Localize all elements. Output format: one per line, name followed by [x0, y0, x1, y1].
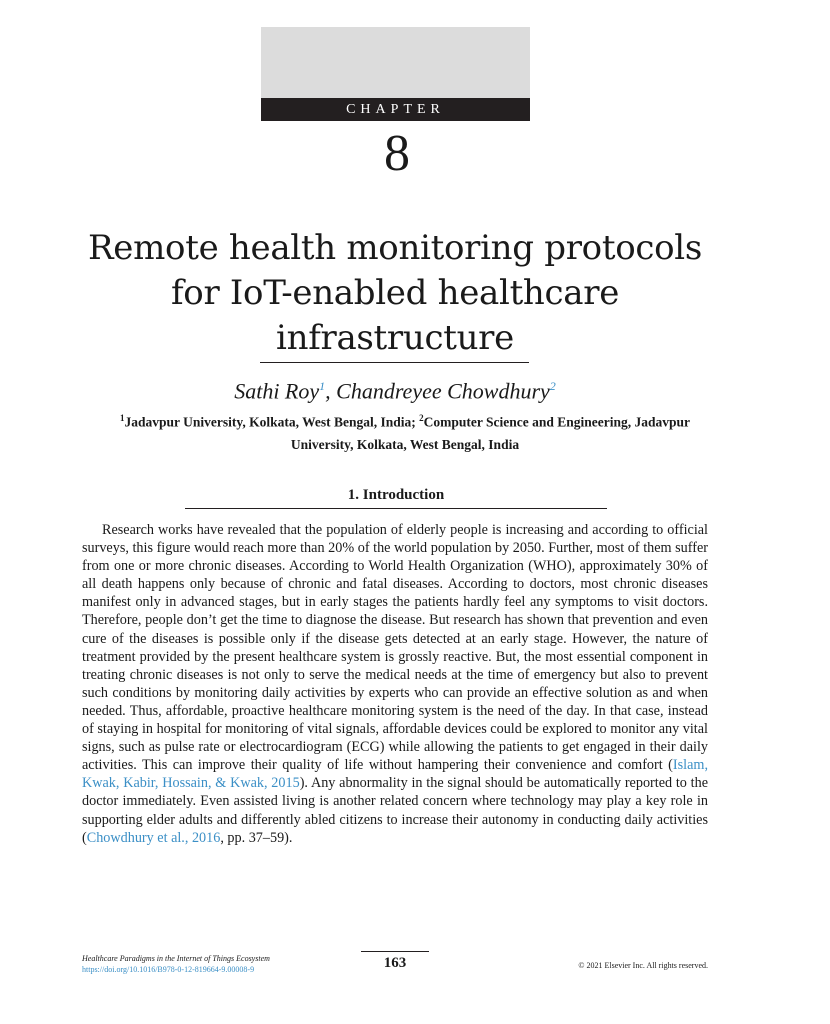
- footer-journal: Healthcare Paradigms in the Internet of Things Ecosystem: [82, 954, 270, 963]
- chapter-header-box: [261, 27, 530, 121]
- chapter-label: CHAPTER: [261, 98, 530, 121]
- chapter-title: [60, 226, 730, 361]
- page-number-rule: [361, 951, 429, 952]
- author-1: Sathi Roy: [234, 378, 320, 404]
- body-text-1: Research works have revealed that the population of elderly people is increasing and according to official surveys, this figure would reach more than 20% of the world population by 2050. Further, most of them suffer from one or more chronic diseases. According to World Health Organization (WHO), approximately 30% of all death happens only because of chronic and fatal diseases. According to doctors, most chronic diseases manifest only in advanced stages, but in early stages the patients hardly feel any symptoms to visit doctors. Therefore, people don’t get the time to diagnose the disease. But research has shown that prevention and even cure of the diseases is possible only if the disease gets detected at an early stage. However, the nature of treatment provided by the present healthcare system is grossly reactive. But, the most essential component in treating chronic diseases is not only to serve the medical needs at the time of emergency but also to prevent such conditions by monitoring daily activities by experts who can provide an effective solution as and when needed. Thus, affordable, proactive healthcare monitoring system is the need of the day. In that case, instead of staying in hospital for monitoring of vital signals, affordable devices could be explored to monitor any vital signs, such as pulse rate or electrocardiogram (ECG) while allowing the patients to get engaged in their daily activities. This can improve their quality of life without hampering their convenience and comfort (: [82, 522, 708, 774]
- title-line-1: Remote health monitoring protocols: [87, 228, 703, 268]
- title-line-3: infrastructure: [276, 318, 514, 358]
- affil-sup-1: 1: [119, 413, 125, 423]
- citation-link-chowdhury[interactable]: Chowdhury et al., 2016: [86, 829, 221, 846]
- body-text-2: ). Any abnormality in the signal should be automatically reported to the doctor immediately. Even assisted living is another related concern where technology may play a key role in supporting elder adults and differently abled citizens to increase their autonomy in conducting daily activities (: [82, 775, 709, 846]
- affil-text-1: Jadavpur University, Kolkata, West Bengal, India;: [124, 414, 416, 430]
- body-paragraph: [82, 521, 708, 847]
- doi-link[interactable]: https://doi.org/10.1016/B978-0-12-819664-9.00008-9: [82, 965, 255, 974]
- chapter-number: 8: [384, 125, 410, 182]
- author-2-sup[interactable]: 2: [549, 379, 556, 393]
- footer-left: [82, 953, 270, 975]
- page-number: 163: [383, 955, 407, 971]
- section-rule: [185, 508, 607, 509]
- citation-link-islam[interactable]: Islam, Kwak, Kabir, Hossain, & Kwak, 2015: [82, 757, 708, 792]
- section-heading: 1. Introduction: [347, 487, 445, 503]
- author-1-sup[interactable]: 1: [319, 379, 326, 393]
- affil-text-2: Computer Science and Engineering, Jadavpur University, Kolkata, West Bengal, India: [290, 414, 691, 452]
- authors: Sathi Roy$^1$, Chandreyee Chowdhury$^2$: [234, 378, 556, 404]
- affiliations: [95, 407, 715, 456]
- title-line-2: for IoT-enabled healthcare: [170, 273, 620, 313]
- body-text-3: , pp. 37–59).: [220, 829, 293, 846]
- title-rule: [260, 362, 529, 363]
- affil-sup-2: 2: [419, 413, 424, 423]
- author-2: Chandreyee Chowdhury: [336, 378, 550, 404]
- copyright: © 2021 Elsevier Inc. All rights reserved.: [578, 961, 708, 970]
